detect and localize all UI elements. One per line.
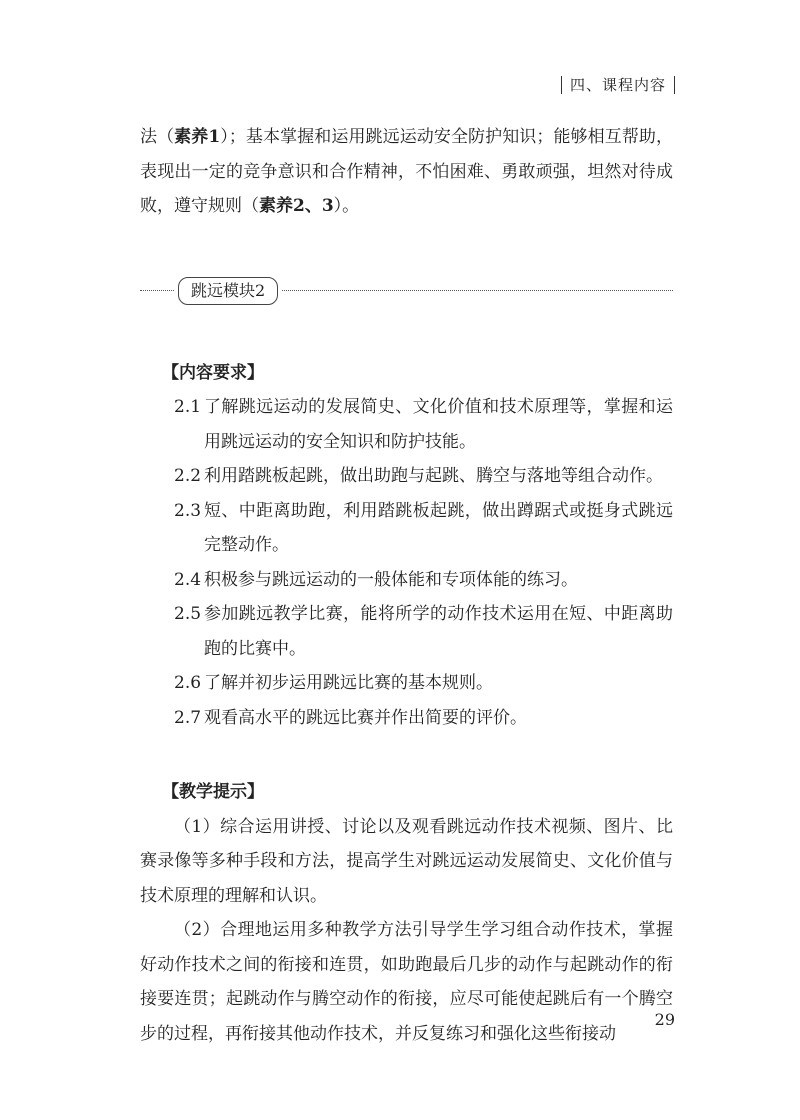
requirement-number: 2.6 <box>174 673 202 693</box>
requirements-list <box>140 390 673 735</box>
requirement-item <box>174 666 673 701</box>
requirement-text: 利用踏跳板起跳，做出助跑与起跳、腾空与落地等组合动作。 <box>204 466 663 486</box>
requirement-number: 2.2 <box>174 466 202 486</box>
header-right-rule <box>674 76 675 94</box>
hint-paragraph-1: （1）综合运用讲授、讨论以及观看跳远动作技术视频、图片、比赛录像等多种手段和方法，提高学生对跳远运动发展简史、文化价值与技术原理的理解和认识。 <box>140 816 673 906</box>
header-left-rule <box>561 76 562 94</box>
intro-text-1: 法（ <box>140 127 175 147</box>
intro-paragraph <box>140 120 673 224</box>
dotted-rule-right <box>282 290 673 291</box>
requirement-number: 2.4 <box>174 569 202 590</box>
requirement-text: 积极参与跳远运动的一般体能和专项体能的练习。 <box>204 569 578 590</box>
running-header <box>561 74 675 95</box>
requirement-text: 短、中距离助跑，利用踏跳板起跳，做出蹲踞式或挺身式跳远完整动作。 <box>204 500 673 555</box>
page-number: 29 <box>654 1010 675 1029</box>
intro-literacy-1: 素养1 <box>174 127 221 147</box>
requirement-item <box>174 701 673 736</box>
requirement-text: 了解跳远运动的发展简史、文化价值和技术原理等，掌握和运用跳远运动的安全知识和防护技能。 <box>204 397 673 452</box>
dotted-rule-left <box>140 290 174 291</box>
requirement-text: 了解并初步运用跳远比赛的基本规则。 <box>204 673 493 693</box>
intro-literacy-2-3: 素养2、3 <box>259 196 334 216</box>
page-body <box>140 120 673 1051</box>
requirement-number: 2.3 <box>174 500 202 521</box>
content-requirements-title: 【内容要求】 <box>162 362 264 383</box>
requirement-item <box>174 494 673 563</box>
requirement-item <box>174 597 673 666</box>
module-label: 跳远模块2 <box>178 277 278 305</box>
intro-text-2: ）；基本掌握和运用跳远运动安全防护知识；能够相互帮助，表现出一定的竞争意识和合作精神，不怕困难、勇敢顽强，坦然对待成败，遵守规则（ <box>140 127 673 216</box>
hint-paragraph-2: （2）合理地运用多种教学方法引导学生学习组合动作技术，掌握好动作技术之间的衔接和连贯，如助跑最后几步的动作与起跳动作的衔接要连贯；起跳动作与腾空动作的衔接，应尽可能使起跳后有一个腾空步的过程，再衔接其他动作技术，并反复练习和强化这些衔接动 <box>140 920 673 1044</box>
requirement-number: 2.5 <box>174 604 202 624</box>
teaching-hints-title: 【教学提示】 <box>162 782 264 802</box>
requirement-number: 2.7 <box>174 707 202 728</box>
requirement-number: 2.1 <box>174 397 202 417</box>
requirement-item <box>174 563 673 598</box>
requirement-item <box>174 390 673 459</box>
requirement-item <box>174 459 673 494</box>
requirement-text: 观看高水平的跳远比赛并作出简要的评价。 <box>204 707 527 728</box>
header-section-title: 四、课程内容 <box>569 76 666 94</box>
module-divider <box>140 274 673 308</box>
requirement-text: 参加跳远教学比赛，能将所学的动作技术运用在短、中距离助跑的比赛中。 <box>204 604 673 659</box>
intro-text-3: ）。 <box>333 196 360 216</box>
